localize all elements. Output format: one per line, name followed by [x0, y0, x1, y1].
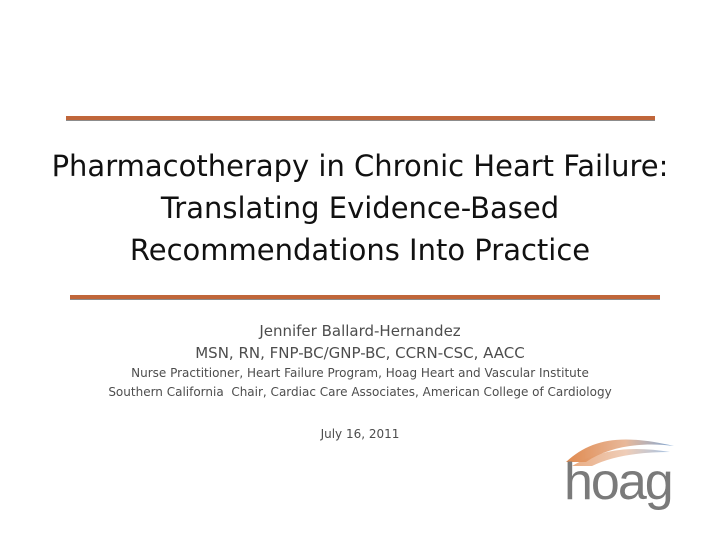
author-role-2: Southern California Chair, Cardiac Care Associates, American College of Cardiology [108, 385, 612, 399]
author-block [20, 320, 700, 402]
slide-title [20, 145, 700, 271]
bottom-divider-rule [70, 295, 660, 300]
title-line-2: Translating Evidence-Based [160, 191, 560, 225]
hoag-wordmark: hoag [564, 453, 672, 511]
title-line-3: Recommendations Into Practice [129, 233, 591, 267]
hoag-logo [562, 432, 680, 518]
presentation-date: July 16, 2011 [320, 427, 400, 441]
author-credentials: MSN, RN, FNP-BC/GNP-BC, CCRN-CSC, AACC [195, 344, 525, 362]
title-line-1: Pharmacotherapy in Chronic Heart Failure: [51, 149, 669, 183]
top-divider-rule [66, 116, 655, 121]
author-role-1: Nurse Practitioner, Heart Failure Program, Hoag Heart and Vascular Institute [131, 366, 589, 380]
author-name: Jennifer Ballard-Hernandez [259, 322, 461, 340]
